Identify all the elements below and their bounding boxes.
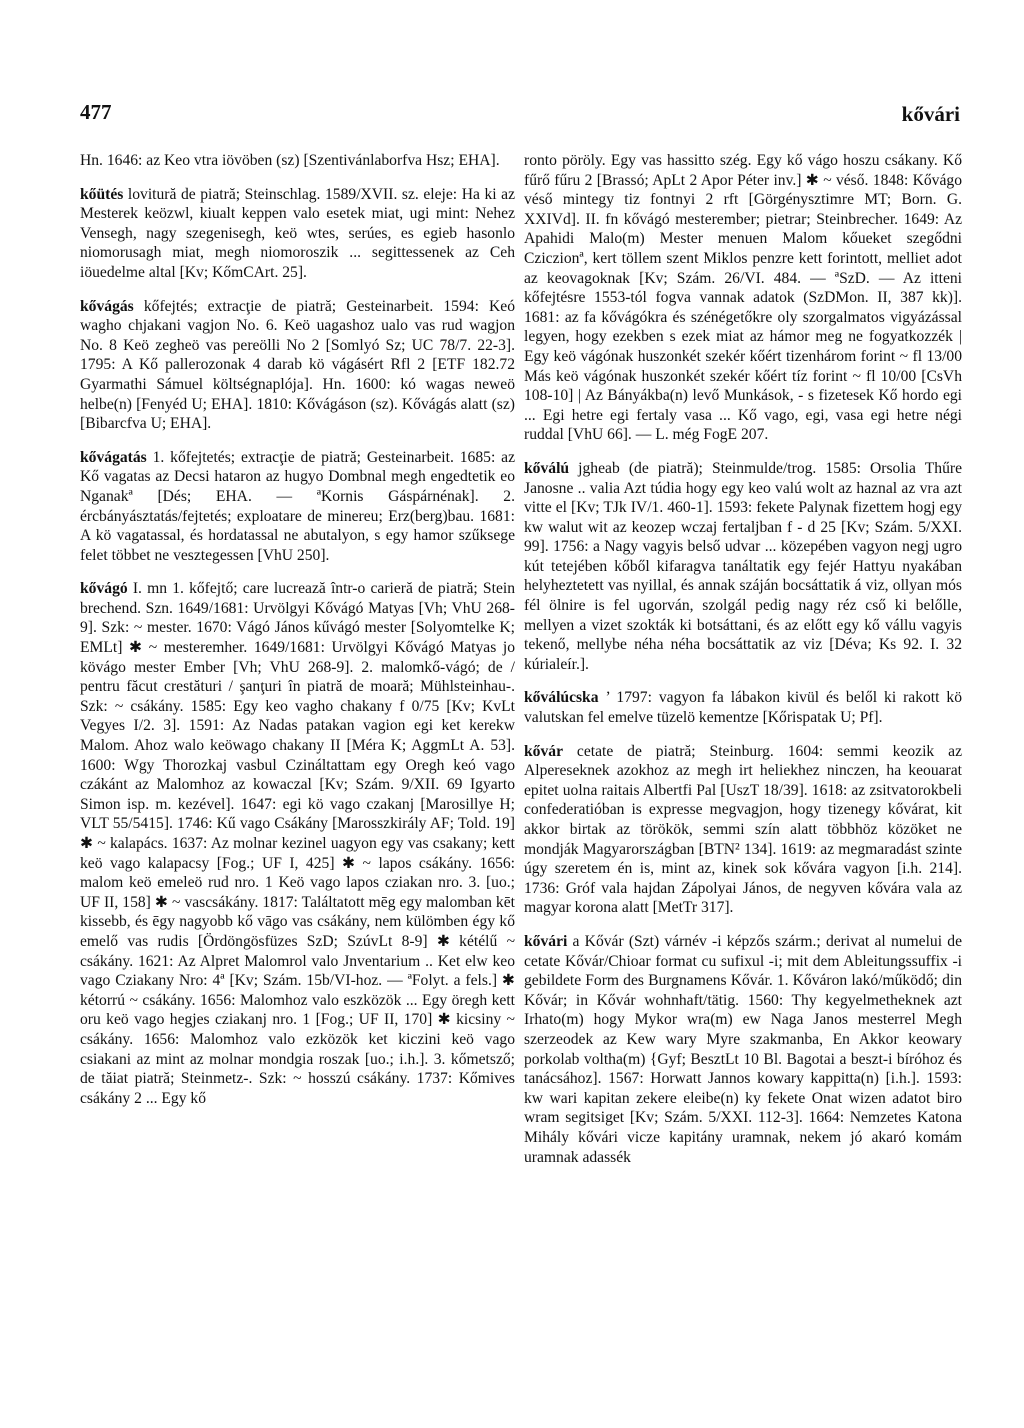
dictionary-entry (524, 151, 962, 445)
entry-text: ’ 1797: vagyon fa lábakon kivül és belől ki rakott kö valutskan fel emelve tüzelö kementze [Kőrispatak U; Pf]. (524, 689, 962, 727)
entry-headword: kőválú (524, 459, 570, 477)
entry-headword: kővári (524, 932, 568, 950)
right-column (524, 151, 962, 1181)
entry-text: ronto pöröly. Egy vas hassitto szég. Egy kő vágo hoszu csákany. Kő fűrő fűru 2 [Brassó; ApLt 2 Apor Péter inv.] ✱ ~ véső. 1848: Kővágo véső mintegy tiz fontnyi 2 rft [Görgénysztimre MT; Born. G. XXIVd]. II. fn kővágó mesterember; pietrar; Steinbrecher. 1649: Az Apahidi Malo(m) Mester menuen Malom kőueket szegődni Cziczionª, kert töllem szent Miklos penzre kett forintott, melliet adot az keovagoknak [Kv; Szám. 26/VI. 484. — ªSzD. — Az itteni kőfejtésre 1553-tól fogva vannak adatok (SzDMon. II, 387 kk)]. 1681: az fa kővágókra és szénégetőkre oly szorgalmatos vigyázással legyen, hogy ezekben s ezek miat az hámor meg ne fogyatkozzék | Egy keö vágónak huszonkét szekér kőért tizenhárom forint ~ fl 13/00 Más keö vágónak huszonkét szekér kőért tíz forint ~ fl 10/00 [CsVh 108-10] | Az Bányákba(n) levő Munkások, - s fizetesek Kő hordo egi ... Egi hetre egi fertaly vasa ... Kő vago, egi, vasa egi hetre négi ruddal [VhU 66]. — L. még FogE 207. (524, 152, 962, 444)
entry-text: jgheab (de piatră); Steinmulde/trog. 1585: Orsolia Thűre Janosne .. valia Azt túdia hogy egy keo valú wolt az haznal az vra azt vitte el [Kv; TJk IV/1. 460-1]. 1593: fekete Palynak fizettem hogj egy kw walut wit az keozep wczaj fertaljban f - d 25 [Kv; Szám. 5/XXI. 99]. 1756: a Nagy vagyis belső udvar ... közepében vagyon negj ugro kút tetejében kőből kifaragva tanáltatik egy fejér Hattyu nyakában helyheztetett vas nyillal, és annak száján bocsáttatik á viz, ollyan mós fél ölnire is fel ugorván, szolgál pedig nagy réz cső ki belőlle, mellyen a vizet szokták ki botsáttani, és az előtt egy kő vállu vagyis tekenő, mellybe néha néha bocsáttatik az viz [Déva; Ks 92. I. 32 kúrialeír.]. (524, 459, 962, 673)
entry-headword: kővágatás (80, 448, 147, 466)
entry-headword: kővágó (80, 580, 128, 598)
entry-headword: kővágás (80, 297, 134, 315)
dictionary-entry (80, 185, 515, 283)
dictionary-entry (80, 579, 515, 1108)
entry-text: a Kővár (Szt) várnév -i képzős szárm.; derivat al numelui de cetate Kővár/Chioar format cu sufixul -i; mit dem Ableitungssuffix -i gebildete Form des Burgnamens Kővár. 1. Kőváron lakó/működő; din Kővár; in Kővár wohnhaft/tätig. 1560: Thy kegyelmetheknek azt Irhato(m) hogy Mykor wra(m) ew Naga Janos mesterrel Megh szerzeodek az Kew wary Myre szakmanba, En Akkor keowary porkolab voltha(m) {Gyf; BesztLt 10 Bl. Bagotai a beszt-i bíróhoz és tanácsához]. 1567: Horwatt Jannos kowary kappitta(n) [i.h.]. 1593: kw wari kapitan zekere eleibe(n) ky fekete Onat wizen adatot biro wram segitsiget [Kv; Szám. 5/XXI. 112-3]. 1664: Nemzetes Katona Mihály kővári vicze kapitány uramnak, nekem jó akaró komám uramnak adassék (524, 932, 962, 1166)
entry-headword: kővár (524, 742, 563, 760)
entry-text: I. mn 1. kőfejtő; care lucrează într-o carieră de piatră; Stein brechend. Szn. 1649/1681: Urvölgyi Kővágó Matyas [Vh; VhU 268-9]. Szk: ~ mester. 1670: Vágó János kűvágó mester [Solyomtelke K; EMLt] ✱ ~ mesteremher. 1649/1681: Urvölgyi Kővágó Matyas jo kövágo mester Ember [Vh; VhU 268-9]. 2. malomkő-vágó; de / pentru făcut crestături / şanţuri în piatră de moară; Mühlsteinhau-. Szk: ~ csákány. 1585: Egy keo vagho chakany f 0/75 [Kv; KvLt Vegyes I/2. 3]. 1591: Az Nadas patakan vagion egi ket kerekw Malom. Ahoz walo keöwago chakany II [Méra K; AggmLt A. 53]. 1600: Wgy Thorozkaj vasbul Czináltattam egy Oregh keó vago czákánt az Malomhoz az kowaczal [Kv; Szám. 9/XII. 69 Igyarto Simon isp. m. kezével]. 1647: egi kö vago czakanj [Marosillye H; VLT 55/5415]. 1746: Kű vago Csákány [Marosszkirály AF; Told. 19] ✱ ~ kalapács. 1637: Az molnar kezinel uagyon egy vas csakany; kett keö vago kalapacsy [Fog.; UF I, 425] ✱ ~ lapos csákány. 1656: malom keö emeleö rud nro. 1 Keö vago lapos cziakan nro. 3. [uo.; UF II, 158] ✱ ~ vascsákány. 1817: Találtatott mēg egy malomban kēt kissebb, és ēgy nagyobb kő vāgo vas csákány, nem külömben égy kő emelő vas rudis [Ördöngösfüzes SzD; SzúvLt 8-9] ✱ kétélű ~ csákány. 1621: Az Alpret Malomrol valo Jnventarium .. Ket elw keo vago Cziakany Nro: 4ª [Kv; Szám. 15b/VI-hoz. — ªFolyt. a fels.] ✱ kétorrú ~ csákány. 1656: Malomhoz valo eszközök ... Egy öregh kett oru keö vago hegjes cziakanj nro. 1 [Fog.; UF II, 170] ✱ kicsiny ~ csákány. 1656: Malomhoz valo ezközök ket kiczini keö vago csiakani az mint az molnar mondgia roszak [uo.; i.h.]. 3. kőmetsző; de tăiat piatră; Steinmetz-. Szk: ~ hosszú csákány. 1737: Kőmives csákány 2 ... Egy kő (80, 580, 515, 1107)
entry-headword: kőütés (80, 185, 124, 203)
dictionary-entry (524, 742, 962, 918)
left-column (80, 151, 515, 1122)
entry-text: kőfejtés; extracţie de piatră; Gesteinarbeit. 1594: Keó wagho chjakani vagjon No. 6. Keö uagashoz ualo vas rud wagjon No. 8 Keö zegheö vas pereölli No 2 [Somlyó Sz; UC 78/7. 22-3]. 1795: A Kő pallerozonak 4 darab kö vágásért Rfl 2 [ETF 182.72 Gyarmathi Sámuel költségnaplója]. Hn. 1600: kó wagas neweö helbe(n) [Fenyéd U; EHA]. 1810: Kővágáson (sz). Kővágás alatt (sz) [Bibarcfva U; EHA]. (80, 297, 515, 433)
entry-headword: kőválúcska (524, 689, 599, 707)
entry-text: lovitură de piatră; Steinschlag. 1589/XVII. sz. eleje: Ha ki az Mesterek keözwl, kiualt keppen valo esetek miat, ugi mint: Nehez Vensegh, nagy szegenisegh, keö wtes, serúes, es egieb hasonlo niomorusagh miat, megh niomoroszik ... segittessenek az Ceh iöuedelme altal [Kv; KőmCArt. 25]. (80, 185, 515, 281)
dictionary-entry (524, 459, 962, 675)
dictionary-entry (524, 932, 962, 1167)
entry-text: 1. kőfejtetés; extracţie de piatră; Gesteinarbeit. 1685: az Kő vagatas az Decsi hataron az hugyo Dombnal megh engedtetik eo Nganakª [Dés; EHA. — ªKornis Gáspárnénak]. 2. ércbányásztatás/fejtetés; exploatare de minereu; Erz(berg)bau. 1681: A kö vagatassal, és hordatassal ne abutalyon, s egy hamor szűksege felet többet ne vesztegessen [VhU 250]. (80, 448, 515, 564)
dictionary-entry (524, 688, 962, 727)
running-head: kővári (901, 102, 960, 126)
dictionary-entry (80, 151, 515, 171)
page-number: 477 (80, 100, 112, 124)
entry-text: cetate de piatră; Steinburg. 1604: semmi keozik az Alpereseknek azokhoz az megh irt heliekhez ninczen, ha keouarat epitet uolna raitais Albertfi Pal [UszT 18/39]. 1618: az zsitvatorokbeli confederatióban is expresse megvagjon, hogy tizenegy kővárat, kit akkor birtak az törökök, semmi szín alatt többhöz közöket ne mondják Magyarországban [BTN² 134]. 1619: az megmaradást szinte úgy szeretem én is, mint az, kinek sok kővára vagyon [i.h. 214]. 1736: Gróf vala hajdan Zápolyai János, de negyven kővára vala az magyar korona alatt [MetTr 317]. (524, 742, 962, 917)
entry-text: Hn. 1646: az Keo vtra iövöben (sz) [Szentivánlaborfva Hsz; EHA]. (80, 152, 500, 169)
dictionary-entry (80, 448, 515, 566)
dictionary-entry (80, 297, 515, 434)
